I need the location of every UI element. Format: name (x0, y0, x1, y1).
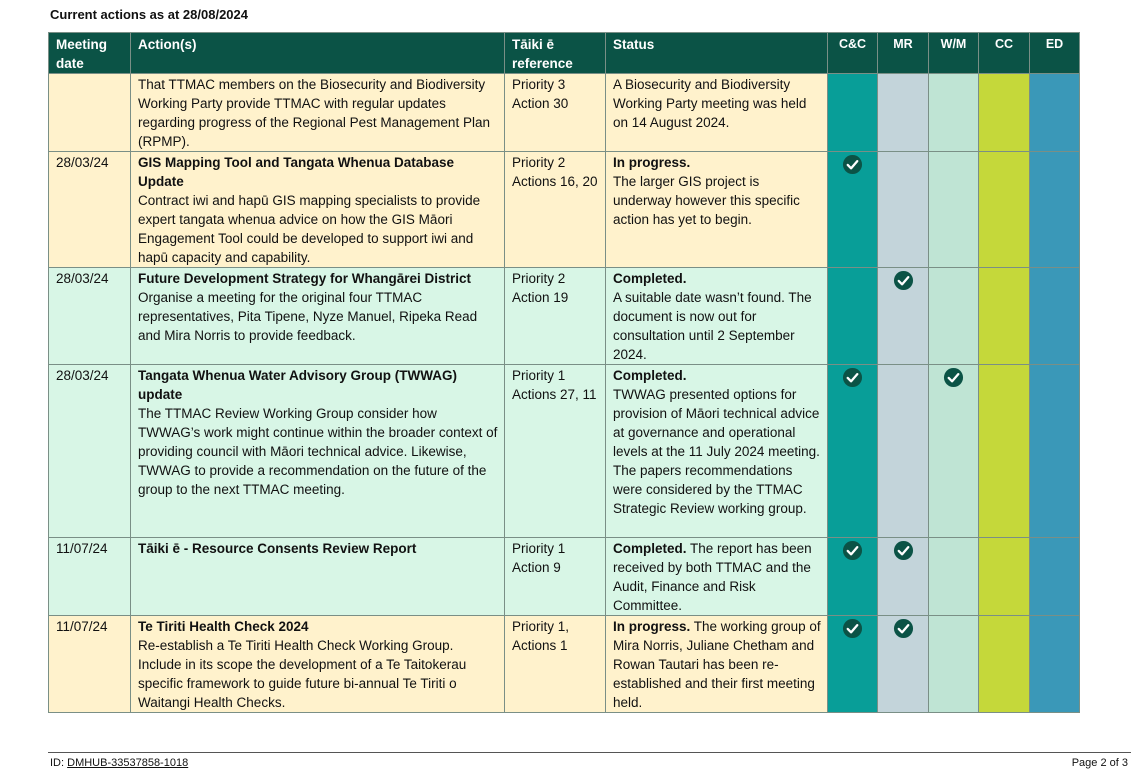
meeting-date-cell: 28/03/24 (49, 268, 131, 365)
flag-cell-ci (979, 616, 1030, 713)
flag-cell-ci (979, 268, 1030, 365)
flag-cell-wm (929, 365, 979, 538)
meeting-date-cell: 11/07/24 (49, 538, 131, 616)
status-text: The larger GIS project is underway however this specific action has yet to begin. (613, 174, 800, 227)
header-wm: W/M (929, 33, 979, 74)
check-circle-icon (943, 367, 964, 388)
status-cell (606, 74, 828, 152)
document-id-label: ID: (50, 757, 65, 769)
header-ci: CC (979, 33, 1030, 74)
header-actions: Action(s) (131, 33, 505, 74)
flag-cell-ci (979, 538, 1030, 616)
action-cell (131, 365, 505, 538)
flag-cell-wm (929, 616, 979, 713)
status-text: The report has been received by both TTMAC and the Audit, Finance and Risk Committee. (613, 541, 812, 613)
status-lead: In progress. (613, 619, 691, 634)
meeting-date-cell: 28/03/24 (49, 152, 131, 268)
flag-cell-cc (828, 365, 878, 538)
footer-divider (48, 752, 1131, 753)
flag-cell-ed (1030, 268, 1080, 365)
table-row (49, 538, 1080, 616)
header-mr: MR (878, 33, 929, 74)
meeting-date-cell: 28/03/24 (49, 365, 131, 538)
action-cell (131, 616, 505, 713)
flag-cell-mr (878, 268, 929, 365)
action-text: Organise a meeting for the original four TTMAC representatives, Pita Tipene, Nyze Manuel, Ripeka Read and Mira Norris to provide feedback. (138, 290, 478, 343)
check-circle-icon (893, 270, 914, 291)
flag-cell-mr (878, 74, 929, 152)
header-ed: ED (1030, 33, 1080, 74)
page-number: Page 2 of 3 (1071, 757, 1128, 769)
reference-cell: Priority 3 Action 30 (505, 74, 606, 152)
table-row (49, 74, 1080, 152)
header-reference: Tāiki ē reference (505, 33, 606, 74)
status-text: A suitable date wasn’t found. The document is now out for consultation until 2 September 2024. (613, 290, 812, 362)
check-circle-icon (842, 618, 863, 639)
actions-table (48, 32, 1080, 713)
check-circle-icon (893, 540, 914, 561)
action-text: That TTMAC members on the Biosecurity and Biodiversity Working Party provide TTMAC with regular updates regarding progress of the Regional Pest Management Plan (RPMP). (138, 77, 490, 149)
header-cc: C&C (828, 33, 878, 74)
status-cell (606, 268, 828, 365)
table-row (49, 152, 1080, 268)
flag-cell-cc (828, 268, 878, 365)
action-title: Tāiki ē - Resource Consents Review Report (138, 541, 417, 556)
meeting-date-cell (49, 74, 131, 152)
flag-cell-ed (1030, 74, 1080, 152)
flag-cell-mr (878, 365, 929, 538)
flag-cell-cc (828, 616, 878, 713)
flag-cell-ci (979, 152, 1030, 268)
action-text: Re-establish a Te Tiriti Health Check Working Group. Include in its scope the development of a Te Taitokerau specific framework to guide future bi-annual Te Tiriti o Waitangi Health Checks. (138, 638, 467, 710)
table-row (49, 616, 1080, 713)
flag-cell-ed (1030, 616, 1080, 713)
flag-cell-wm (929, 268, 979, 365)
flag-cell-cc (828, 152, 878, 268)
status-lead: Completed. (613, 541, 687, 556)
flag-cell-ci (979, 365, 1030, 538)
action-cell (131, 538, 505, 616)
document-title: Current actions as at 28/08/2024 (50, 7, 248, 22)
table-header-row (49, 33, 1080, 74)
document-id (50, 757, 188, 769)
flag-cell-mr (878, 616, 929, 713)
action-title: Future Development Strategy for Whangārei District (138, 271, 472, 286)
flag-cell-wm (929, 152, 979, 268)
reference-cell: Priority 1 Action 9 (505, 538, 606, 616)
document-id-link[interactable]: DMHUB-33537858-1018 (67, 757, 189, 769)
reference-cell: Priority 1, Actions 1 (505, 616, 606, 713)
action-title: GIS Mapping Tool and Tangata Whenua Database Update (138, 155, 455, 189)
flag-cell-ed (1030, 538, 1080, 616)
check-circle-icon (842, 540, 863, 561)
flag-cell-cc (828, 74, 878, 152)
check-circle-icon (842, 367, 863, 388)
status-text: The working group of Mira Norris, Juliane Chetham and Rowan Tautari has been re-established and their first meeting held. (613, 619, 821, 710)
status-text: TWWAG presented options for provision of Māori technical advice at governance and operational levels at the 11 July 2024 meeting. The papers recommendations were considered by the TTMAC Strategic Review working group. (613, 387, 820, 516)
header-status: Status (606, 33, 828, 74)
table-row (49, 365, 1080, 538)
reference-cell: Priority 2 Actions 16, 20 (505, 152, 606, 268)
status-text: A Biosecurity and Biodiversity Working Party meeting was held on 14 August 2024. (613, 77, 807, 130)
flag-cell-mr (878, 152, 929, 268)
flag-cell-ed (1030, 152, 1080, 268)
reference-cell: Priority 1 Actions 27, 11 (505, 365, 606, 538)
meeting-date-cell: 11/07/24 (49, 616, 131, 713)
action-cell (131, 152, 505, 268)
status-cell (606, 152, 828, 268)
table-row (49, 268, 1080, 365)
action-text: Contract iwi and hapū GIS mapping specialists to provide expert tangata whenua advice on how the GIS Māori Engagement Tool could be developed to support iwi and hapū capacity and capability. (138, 193, 481, 265)
action-title: Te Tiriti Health Check 2024 (138, 619, 309, 634)
reference-cell: Priority 2 Action 19 (505, 268, 606, 365)
status-cell (606, 616, 828, 713)
status-lead: Completed. (613, 271, 687, 286)
check-circle-icon (893, 618, 914, 639)
flag-cell-ed (1030, 365, 1080, 538)
flag-cell-wm (929, 538, 979, 616)
status-lead: In progress. (613, 155, 691, 170)
header-meeting-date: Meeting date (49, 33, 131, 74)
status-lead: Completed. (613, 368, 687, 383)
action-title: Tangata Whenua Water Advisory Group (TWWAG) update (138, 368, 458, 402)
action-cell (131, 268, 505, 365)
status-cell (606, 365, 828, 538)
flag-cell-ci (979, 74, 1030, 152)
flag-cell-mr (878, 538, 929, 616)
check-circle-icon (842, 154, 863, 175)
action-text: The TTMAC Review Working Group consider how TWWAG’s work might continue within the broader context of providing council with Māori technical advice. Likewise, TWWAG to provide a recommendation on the future of the group to the next TTMAC meeting. (138, 406, 498, 497)
flag-cell-wm (929, 74, 979, 152)
action-cell (131, 74, 505, 152)
status-cell (606, 538, 828, 616)
flag-cell-cc (828, 538, 878, 616)
